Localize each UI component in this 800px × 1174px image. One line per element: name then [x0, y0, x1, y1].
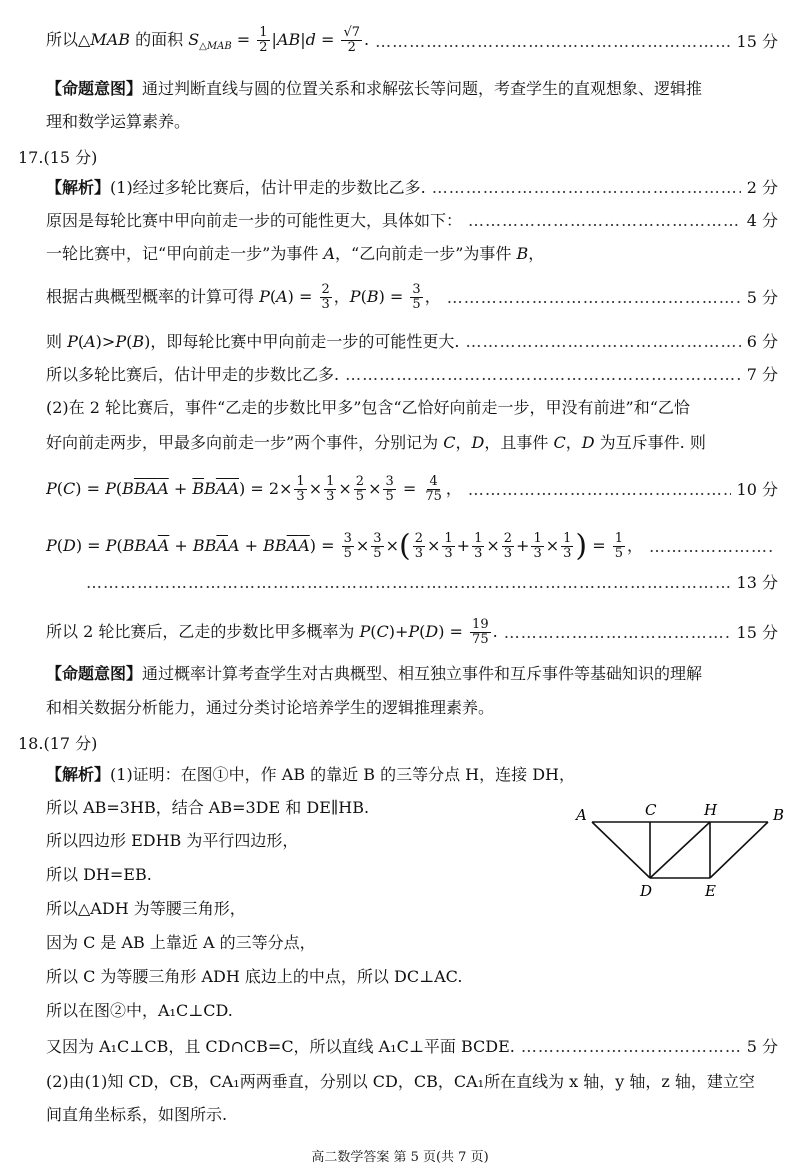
q17-step-3: 一轮比赛中，记“甲向前走一步”为事件 A，“乙向前走一步”为事件 B， — [46, 244, 545, 263]
q18-step-8: 所以在图②中，A₁C⊥CD. — [46, 1001, 233, 1020]
trapezoid-figure — [570, 800, 790, 900]
q18-step-11: 间直角坐标系，如图所示. — [46, 1105, 228, 1124]
intent-line-1: 【命题意图】通过判断直线与圆的位置关系和求解弦长等问题，考查学生的直观想象、逻辑推 — [46, 79, 703, 98]
q18-step-4: 所以 DH=EB. — [46, 865, 152, 884]
intent2-line-2: 和相关数据分析能力，通过分类讨论培养学生的逻辑推理素养。 — [46, 698, 495, 717]
q17-number: 17.(15 分) — [18, 148, 98, 167]
intent-line-2: 理和数学运算素养。 — [46, 112, 191, 131]
q17-step-7: (2)在 2 轮比赛后，事件“乙走的步数比甲多”包含“乙恰好向前走一步，甲没有前进”和“乙恰 — [46, 398, 690, 417]
area-result-line: 所以△MAB 的面积 $S_{\triangle MAB}$ = $\frac{1}{2}$ |AB|d = $\frac{√7}{2}$ . ………………………………………………………………………………………………………………………………………………………… 15 分 — [46, 26, 778, 58]
q18-step-10: (2)由(1)知 CD，CB，CA₁两两垂直，分别以 CD，CB，CA₁所在直线为 x 轴，y 轴，z 轴，建立空 — [46, 1072, 755, 1091]
label-B: B — [773, 806, 785, 824]
label-A: A — [576, 806, 587, 824]
q17-pc-formula: $P(C) = P(B\overline{B}\overline{A}\overline{A} + \overline{B}B\overline{A}\overline{A}) = 2\times$ $\frac{1}{3}$ × $\frac{1}{3}$ × $\frac{2}{5}$ × $\frac{3}{5}$ = $\frac{4}{75}$ ， ………………………………………………………………………………………………………………………………………………………… 10 分 — [46, 475, 778, 504]
q17-pd-formula: $P(D) = P(BBA\overline{A} + BB\overline{A}A + BB\overline{A}\overline{A})$ = $\frac{3}{5}$ × $\frac{3}{5}$ ×( $\frac{2}{3}$ × $\frac{1}{3}$ + $\frac{1}{3}$ × $\frac{2}{3}$ + $\frac{1}{3}$ × $\frac{1}{3}$ ) = $\frac{1}{5}$ ， ………………………………………………………………………………………………………………………………………………………… — [46, 532, 778, 561]
label-H: H — [704, 801, 718, 819]
label-D: D — [640, 882, 653, 900]
q18-step-1: 【解析】(1)证明：在图①中，作 AB 的靠近 B 的三等分点 H，连接 DH， — [46, 765, 576, 784]
q18-step-2: 所以 AB=3HB，结合 AB=3DE 和 DE∥HB. — [46, 798, 370, 817]
label-C: C — [645, 801, 657, 819]
q17-step-6: 所以多轮比赛后，估计甲走的步数比乙多. ………………………………………………………………………………………………………………………………………………………… 7 分 — [46, 364, 778, 386]
score: 15 分 — [736, 32, 778, 52]
q18-step-7: 所以 C 为等腰三角形 ADH 底边上的中点，所以 DC⊥AC. — [46, 967, 463, 986]
q18-step-6: 因为 C 是 AB 上靠近 A 的三等分点， — [46, 933, 316, 952]
intent2-line-1: 【命题意图】通过概率计算考查学生对古典概型、相互独立事件和互斥事件等基础知识的理解 — [46, 664, 703, 683]
label-E: E — [705, 882, 716, 900]
q18-step-3: 所以四边形 EDHB 为平行四边形， — [46, 831, 299, 850]
q17-step-8: 好向前走两步，甲最多向前走一步”两个事件，分别记为 C，D，且事件 C，D 为互斥事件. 则 — [46, 433, 706, 452]
q17-step-4: 根据古典概型概率的计算可得 P(A) = $\frac{2}{3}$ ，P(B) = $\frac{3}{5}$ ， ………………………………………………………………………………………………………………………………………………………… 5 分 — [46, 283, 778, 312]
q17-score-13: ………………………………………………………………………………………………………………………………………………………… 13 分 — [80, 572, 778, 594]
q17-step-5: 则 P(A)>P(B)，即每轮比赛中甲向前走一步的可能性更大. ………………………………………………………………………………………………………………………………………………………… 6 分 — [46, 331, 778, 353]
q17-step-1: 【解析】 (1)经过多轮比赛后，估计甲走的步数比乙多. ………………………………………………………………………………………………………………………………………………………… 2 分 — [46, 177, 778, 199]
q17-conclusion: 所以 2 轮比赛后，乙走的步数比甲多概率为 P(C)+P(D) = $\frac{19}{75}$ . ………………………………………………………………………………………………………………………………………………………… 15 分 — [46, 618, 778, 647]
q18-step-9: 又因为 A₁C⊥CB，且 CD∩CB=C，所以直线 A₁C⊥平面 BCDE. ………………………………………………………………………………………………………………………………………………………… 5 分 — [46, 1036, 778, 1058]
q17-step-2: 原因是每轮比赛中甲向前走一步的可能性更大，具体如下： ………………………………………………………………………………………………………………………………………………………… 4 分 — [46, 210, 778, 232]
q18-number: 18.(17 分) — [18, 734, 98, 753]
page-footer: 高二数学答案 第 5 页(共 7 页) — [311, 1150, 489, 1165]
q18-step-5: 所以△ADH 为等腰三角形， — [46, 899, 246, 918]
